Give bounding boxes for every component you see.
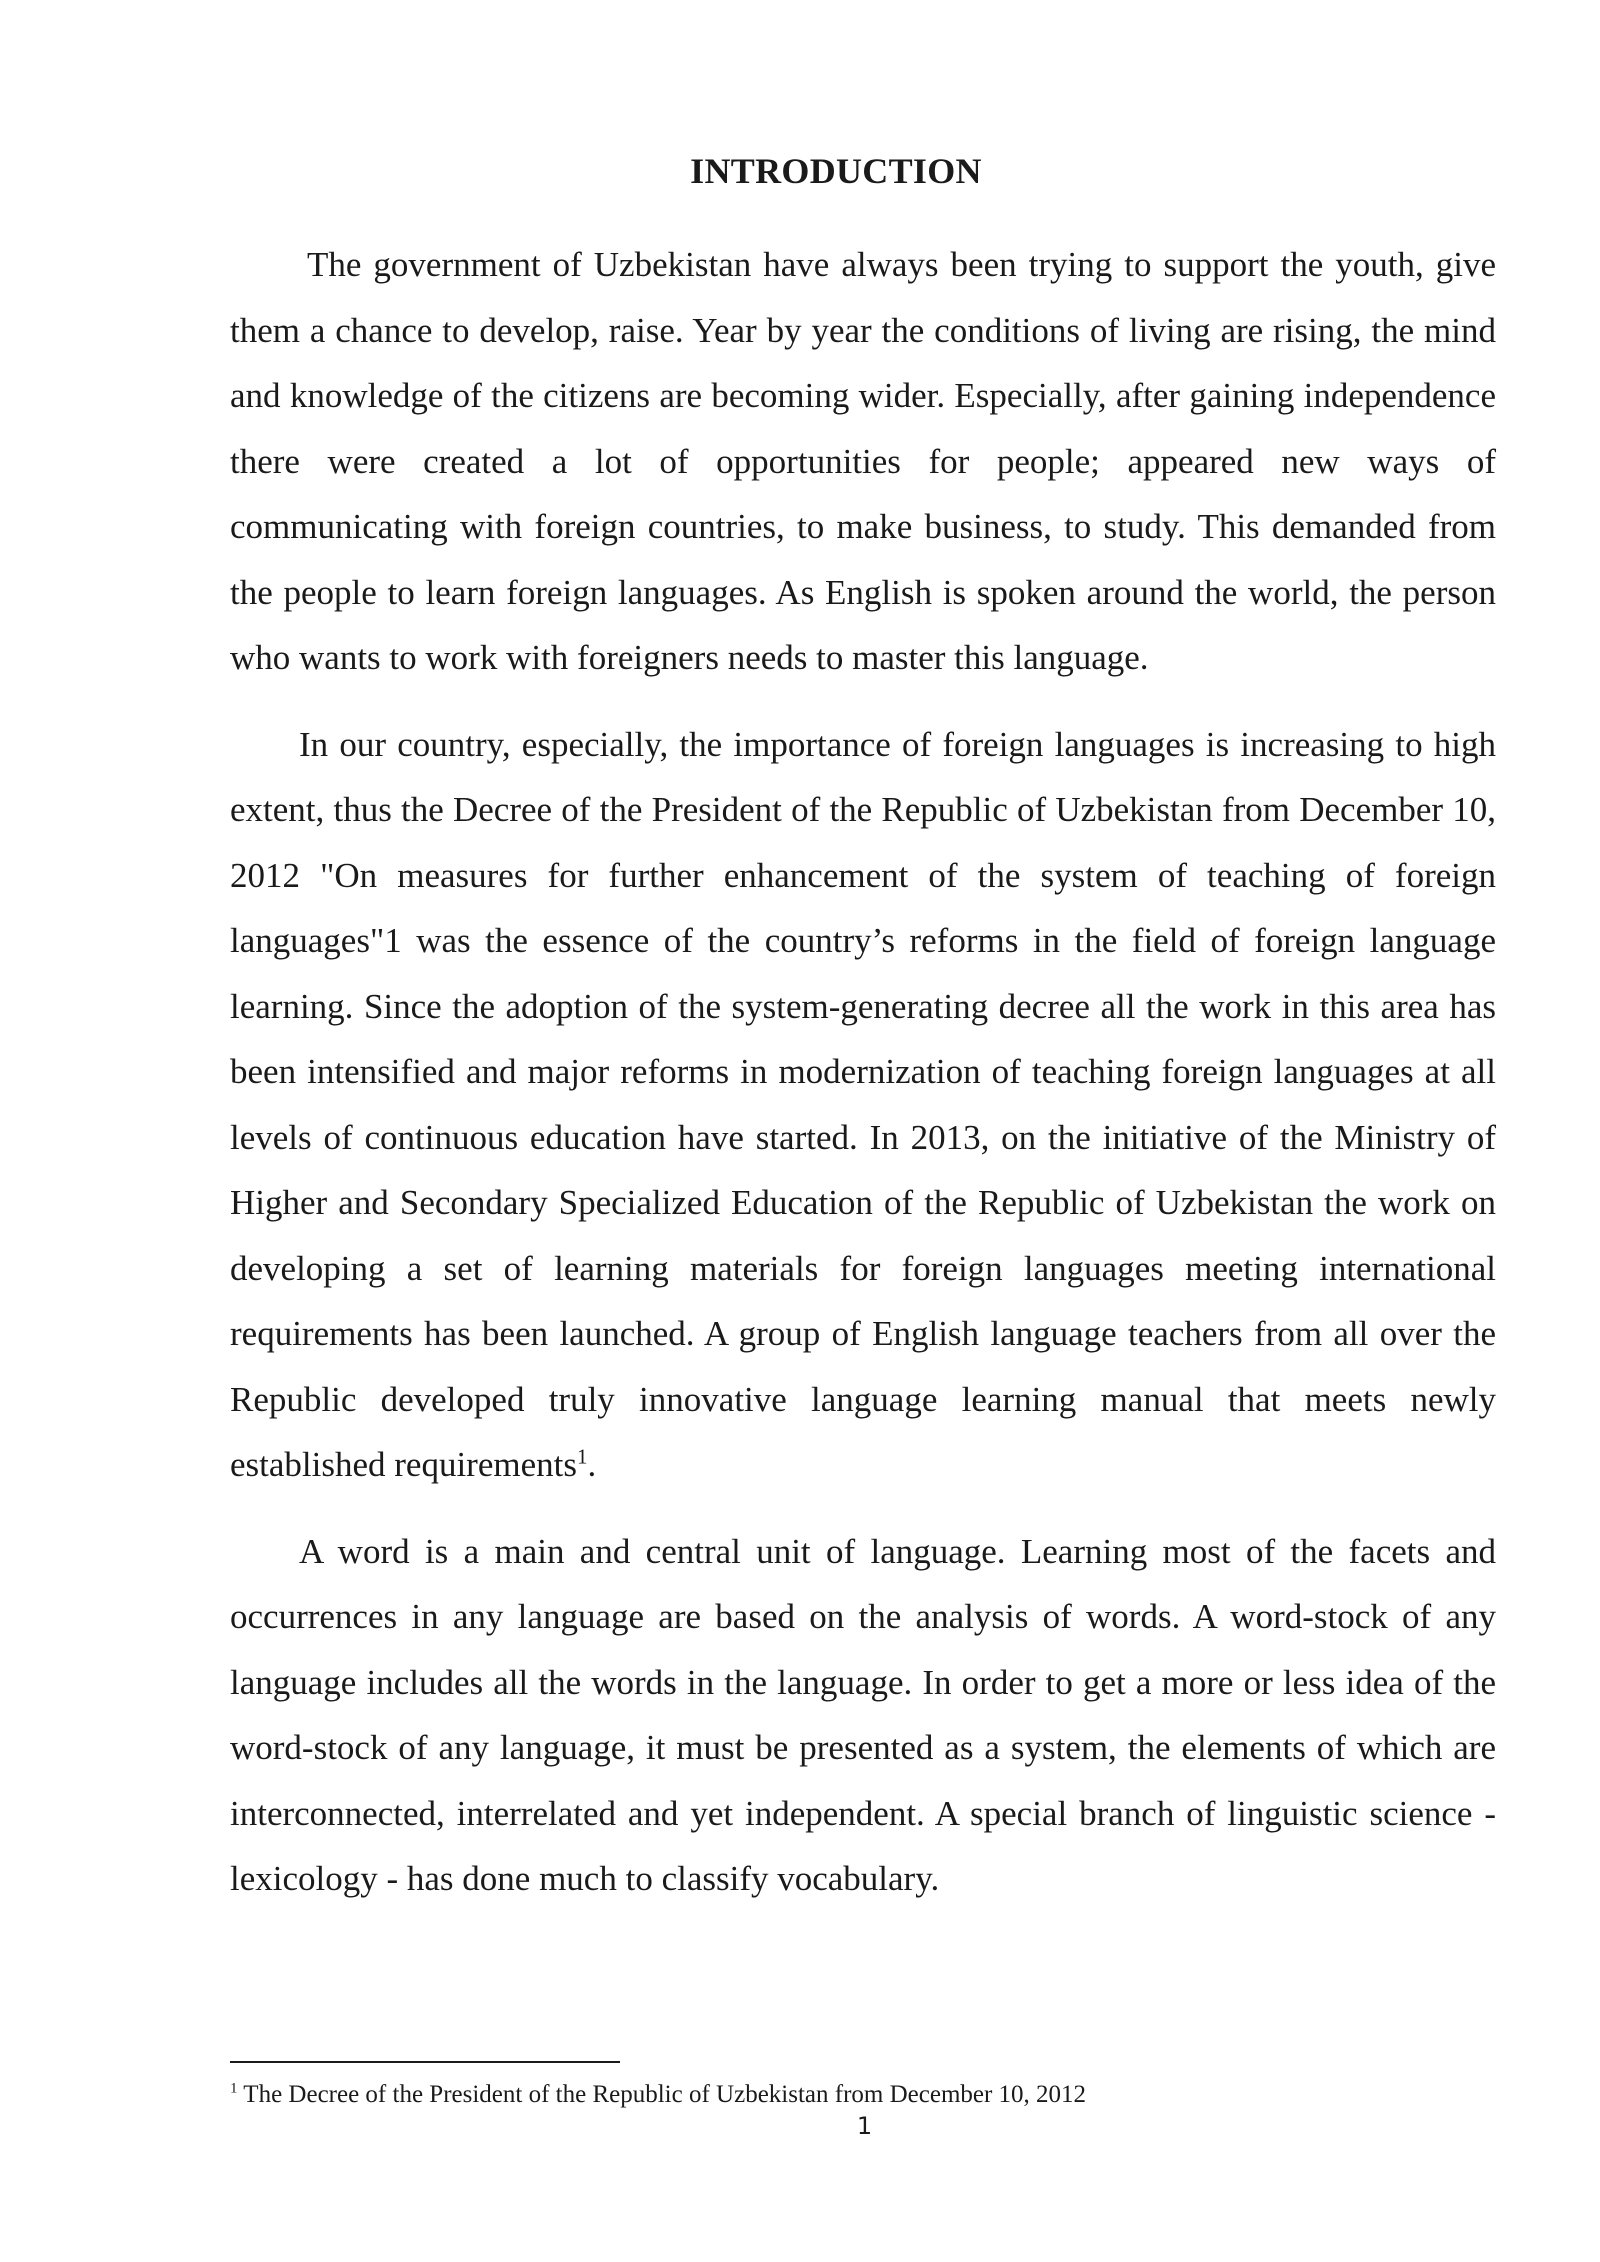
page-title: INTRODUCTION [690, 151, 982, 191]
footnote [230, 2080, 1086, 2110]
paragraph-2 [230, 712, 1496, 1498]
paragraph-3: A word is a main and central unit of language. Learning most of the facets and occurrences in any language are based on the analysis of words. A word-stock of any language includes all the words in the language. In order to get a more or less idea of the word-stock of any language, it must be presented as a system, the elements of which are interconnected, interrelated and yet independent. A special branch of linguistic science - lexicology - has done much to classify vocabulary. [230, 1531, 1496, 1898]
body-text [230, 232, 1496, 1933]
footnote-text: The Decree of the President of the Republic of Uzbekistan from December 10, 2012 [237, 2081, 1087, 2108]
footnote-mark: 1 [230, 2080, 238, 2097]
page-number: 1 [856, 2112, 873, 2140]
paragraph-2-end: . [587, 1445, 597, 1484]
footnote-divider [230, 2061, 620, 2063]
footnote-reference: 1 [576, 1444, 588, 1469]
paragraph-1: The government of Uzbekistan have always been trying to support the youth, give them a chance to develop, raise. Year by year the conditions of living are rising, the mind and knowledge of the citizens are becoming wider. Especially, after gaining independence there were created a lot of opportunities for people; appeared new ways of communicating with foreign countries, to make business, to study. This demanded from the people to learn foreign languages. As English is spoken around the world, the person who wants to work with foreigners needs to master this language. [230, 245, 1496, 677]
paragraph-2-text: In our country, especially, the importance of foreign languages is increasing to high extent, thus the Decree of the President of the Republic of Uzbekistan from December 10, 2012 "On measures for further enhancement of the system of teaching of foreign languages"1 was the essence of the country’s reforms in the field of foreign language learning. Since the adoption of the system-generating decree all the work in this area has been intensified and major reforms in modernization of teaching foreign languages at all levels of continuous education have started. In 2013, on the initiative of the Ministry of Higher and Secondary Specialized Education of the Republic of Uzbekistan the work on developing a set of learning materials for foreign languages meeting international requirements has been launched. A group of English language teachers from all over the Republic developed truly innovative language learning manual that meets newly established requirements [230, 724, 1496, 1484]
